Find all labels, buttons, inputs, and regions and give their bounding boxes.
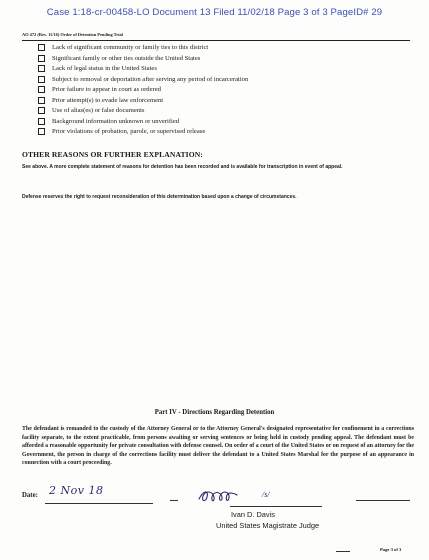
checklist-item-label: Subject to removal or deportation after serving any period of incarceration [52, 75, 249, 83]
other-reasons-heading: OTHER REASONS OR FURTHER EXPLANATION: [22, 150, 203, 159]
checklist-item [38, 65, 157, 72]
checklist-item-label: Prior attempt(s) to evade law enforcement [52, 96, 164, 104]
page-number: Page 3 of 3 [380, 547, 402, 552]
checklist-item-label: Lack of significant community or family ties to this district [52, 44, 209, 51]
checklist-item-label: Background information unknown or unverified [52, 117, 180, 125]
signature-line [230, 506, 322, 507]
checklist-item-label: Prior failure to appear in court as ordered [52, 86, 161, 93]
checklist-item-label: Prior violations of probation, parole, or supervised release [52, 128, 206, 135]
judge-title: United States Magistrate Judge [216, 521, 320, 530]
checklist-item [38, 97, 163, 104]
checkbox-empty-icon[interactable] [38, 97, 45, 104]
checklist-item [38, 107, 144, 114]
checkbox-empty-icon[interactable] [38, 65, 45, 72]
trailing-line [356, 500, 410, 501]
checklist-item [38, 76, 248, 83]
checklist-item-label: Use of alias(es) or false documents [52, 107, 145, 114]
case-header: Case 1:18-cr-00458-LO Document 13 Filed 11/02/18 Page 3 of 3 PageID# 29 [46, 7, 383, 18]
checklist-item [38, 118, 179, 125]
handwritten-date: 2 Nov 18 [49, 484, 104, 497]
footer-dash [336, 551, 350, 552]
checkbox-empty-icon[interactable] [38, 44, 45, 51]
header-rule [22, 40, 410, 41]
part-iv-heading: Part IV - Directions Regarding Detention [154, 409, 275, 416]
judge-signature-scrawl [197, 485, 257, 507]
slash-s-mark: /s/ [262, 490, 270, 499]
checklist-item [38, 128, 205, 135]
detention-directions-paragraph: The defendant is remanded to the custody of the Attorney General or to the Attorney General's designated representative for confinement in a corrections facility separate, to the extent practicable, from persons awaiting or serving sentences or being held in custody pending appeal. The defendant must be afforded a reasonable opportunity for private consultation with defense counsel. On order of a court of the United States or on request of an attorney for the Government, the person in charge of the corrections facility must deliver the defendant to a United States Marshal for the purpose of an appearance in connection with a court proceeding. [22, 426, 414, 467]
checkbox-empty-icon[interactable] [38, 128, 45, 135]
checklist-item-label: Lack of legal status in the United States [52, 65, 157, 72]
checkbox-empty-icon[interactable] [38, 86, 45, 93]
defense-reservation: Defense reserves the right to request reconsideration of this determination based upon a change of circumstances. [22, 194, 297, 200]
checklist-item [38, 55, 200, 62]
checklist-item-label: Significant family or other ties outside the United States [52, 54, 201, 62]
checkbox-empty-icon[interactable] [38, 76, 45, 83]
checklist-item [38, 44, 208, 51]
checkbox-empty-icon[interactable] [38, 107, 45, 114]
date-label: Date: [22, 492, 38, 499]
form-identifier: AO 472 (Rev. 11/16) Order of Detention Pending Trial [22, 32, 123, 37]
separator-dash [170, 500, 178, 501]
checklist-item [38, 86, 161, 93]
judge-name: Ivan D. Davis [231, 510, 275, 519]
checkbox-empty-icon[interactable] [38, 55, 45, 62]
reasons-statement: See above. A more complete statement of reasons for detention has been recorded and is available for transcription in event of appeal. [22, 164, 343, 170]
date-line [45, 503, 153, 504]
checkbox-empty-icon[interactable] [38, 118, 45, 125]
